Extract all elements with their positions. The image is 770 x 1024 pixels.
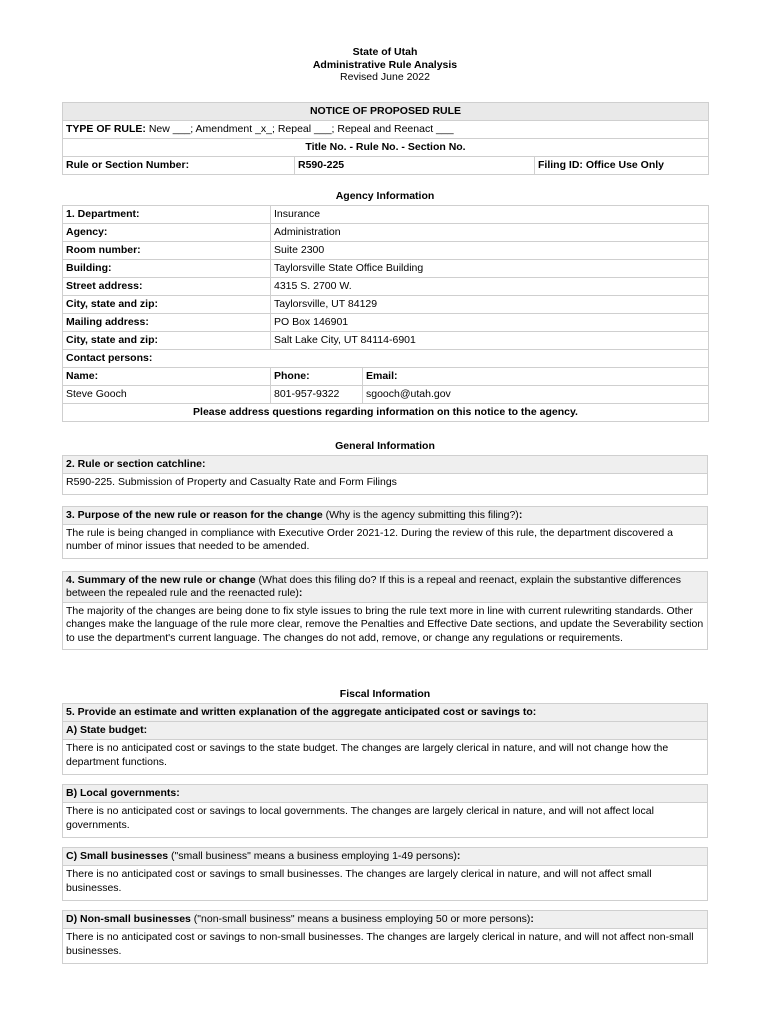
agency-row-label: City, state and zip: [63,332,271,350]
catchline-label: 2. Rule or section catchline: [63,456,707,474]
general-section-title: General Information [335,440,435,452]
non-small-business-note: ("non-small business" means a business employing 50 or more persons) [190,913,531,925]
fiscal-box [62,703,708,775]
local-gov-answer: There is no anticipated cost or savings to local governments. The changes are largely clerical in nature, and will not affect local governments. [66,805,654,831]
small-business-box [62,847,708,901]
catchline-box [62,455,708,495]
purpose-box [62,506,708,559]
agency-row-label: Agency: [63,224,271,242]
filing-id: Filing ID: Office Use Only [535,157,709,175]
agency-row [63,314,709,332]
non-small-business-header [63,911,707,929]
contact-email[interactable]: sgooch@utah.gov [363,386,709,404]
agency-row-value: Taylorsville State Office Building [271,260,709,278]
contact-name: Steve Gooch [63,386,271,404]
non-small-business-colon: : [530,913,534,925]
agency-row [63,224,709,242]
summary-header [63,572,707,603]
contact-phone: 801-957-9322 [271,386,363,404]
non-small-business-answer: There is no anticipated cost or savings to non-small businesses. The changes are largely clerical in nature, and will not affect non-small businesses. [66,931,694,957]
non-small-business-box [62,910,708,964]
summary-label: 4. Summary of the new rule or change [66,573,256,586]
agency-row [63,206,709,224]
agency-note: Please address questions regarding information on this notice to the agency. [63,404,709,422]
agency-row-label: Street address: [63,278,271,296]
summary-box [62,571,708,651]
catchline-answer: R590-225. Submission of Property and Casualty Rate and Form Filings [66,476,397,488]
agency-row-value: Insurance [271,206,709,224]
non-small-business-label: D) Non-small businesses [66,913,191,925]
notice-table [62,102,709,175]
fiscal-q5-label: 5. Provide an estimate and written explanation of the aggregate anticipated cost or savings to: [63,704,707,722]
rule-number-value: R590-225 [295,157,535,175]
agency-row-value: Salt Lake City, UT 84114-6901 [271,332,709,350]
fiscal-section-title: Fiscal Information [339,688,431,700]
small-business-answer: There is no anticipated cost or savings to small businesses. The changes are largely clerical in nature, and will not affect small businesses. [66,868,652,894]
purpose-label: 3. Purpose of the new rule or reason for the change [66,508,323,521]
contact-name-header: Name: [63,368,271,386]
agency-row [63,296,709,314]
rule-number-label: Rule or Section Number: [63,157,295,175]
agency-table [62,205,709,422]
purpose-colon: : [518,508,523,521]
notice-title: NOTICE OF PROPOSED RULE [63,103,709,121]
local-gov-label: B) Local governments: [63,785,707,803]
agency-row-label: Building: [63,260,271,278]
agency-row-value: PO Box 146901 [271,314,709,332]
title-no-row: Title No. - Rule No. - Section No. [63,139,709,157]
small-business-note: ("small business" means a business employing 1-49 persons) [168,850,457,862]
agency-row [63,242,709,260]
agency-row-label: Room number: [63,242,271,260]
agency-row [63,260,709,278]
type-of-rule-label: TYPE OF RULE: [66,123,146,135]
header-title: Administrative Rule Analysis [312,58,458,71]
contact-persons-label: Contact persons: [63,350,709,368]
contact-phone-header: Phone: [271,368,363,386]
fiscal-section [62,703,708,964]
local-gov-box [62,784,708,838]
summary-note: (What does this filing do? If this is a repeal and reenact, explain the substantive differences between the repealed rule and the reenacted rule) [66,573,681,599]
agency-row-label: 1. Department: [63,206,271,224]
small-business-header [63,848,707,866]
document-header [62,46,708,84]
header-state: State of Utah [352,46,418,58]
agency-row [63,332,709,350]
small-business-label: C) Small businesses [66,850,169,862]
summary-answer: The majority of the changes are being done to fix style issues to bring the rule text more in line with current rulewriting standards. Other changes make the language of the rule more clear, remove the Penalties and Effective Date sections, and update the Severability section to use the department's current language. The changes do not add, remove, or change any regulations or requirements. [66,604,704,644]
agency-section-title: Agency Information [335,190,435,202]
header-revised: Revised June 2022 [340,71,430,83]
agency-row-value: 4315 S. 2700 W. [271,278,709,296]
agency-row [63,278,709,296]
state-budget-answer: There is no anticipated cost or savings to the state budget. The changes are largely clerical in nature, and will not change how the department functions. [66,742,669,768]
agency-row-value: Suite 2300 [271,242,709,260]
small-business-colon: : [456,850,461,862]
contact-email-header: Email: [363,368,709,386]
state-budget-label: A) State budget: [63,722,707,740]
purpose-answer: The rule is being changed in compliance with Executive Order 2021-12. During the review of this rule, the department discovered a number of minor issues that needed to be amended. [66,526,673,552]
type-of-rule-row [63,121,709,139]
type-of-rule-text: New ___; Amendment _x_; Repeal ___; Repeal and Reenact ___ [145,123,454,135]
agency-row-value: Administration [271,224,709,242]
general-section [62,455,708,650]
purpose-header [63,507,707,525]
purpose-note: (Why is the agency submitting this filing?) [322,508,519,521]
summary-colon: : [298,586,303,599]
agency-row-label: City, state and zip: [63,296,271,314]
agency-row-label: Mailing address: [63,314,271,332]
agency-row-value: Taylorsville, UT 84129 [271,296,709,314]
